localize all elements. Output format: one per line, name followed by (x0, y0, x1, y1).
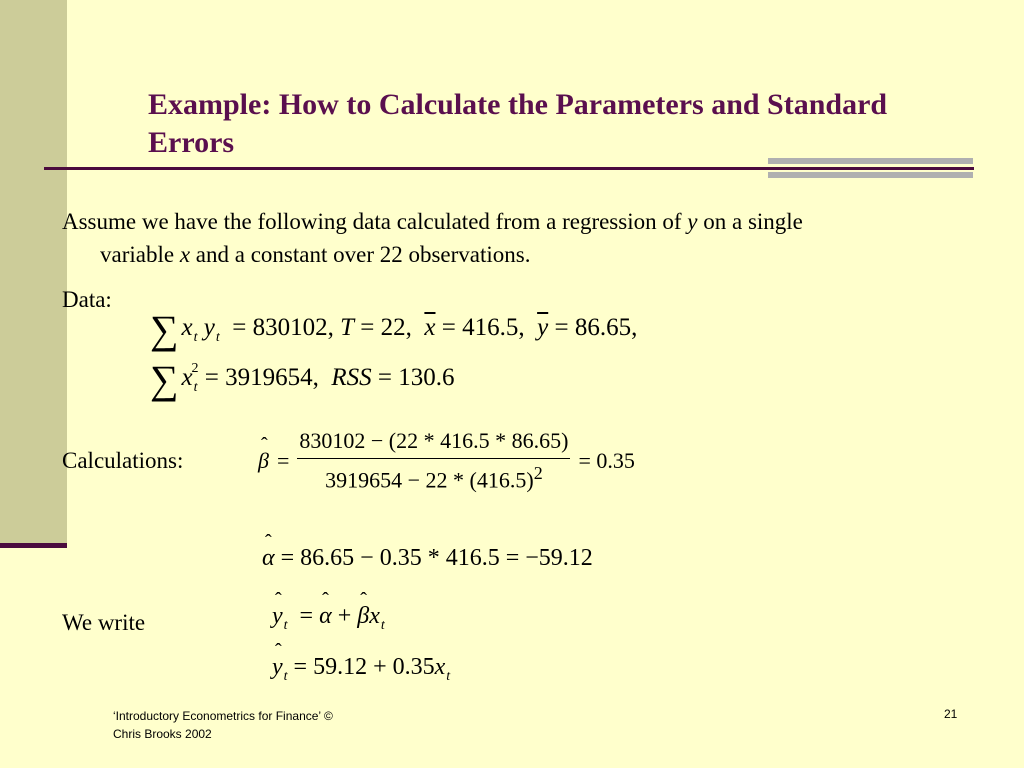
slide-title: Example: How to Calculate the Parameters and Standard Errors (148, 88, 888, 159)
intro-text: variable (100, 242, 180, 267)
sidebar-rule (0, 543, 67, 548)
sigma-symbol: ∑ (150, 357, 179, 402)
fitted-equation-general: ˆ $y_t$ = ˆ α + ˆ $\beta x_t$ (272, 603, 385, 634)
alpha-hat: ˆ α (262, 545, 275, 572)
ybar-value: 86.65 (574, 314, 632, 341)
t-value: 22 (380, 314, 406, 341)
var-y: y (687, 209, 698, 234)
xbar-value: 416.5 (462, 314, 519, 341)
calculations-label: Calculations: (62, 448, 184, 473)
var-x: x (179, 242, 191, 267)
beta-equation: ˆ β = $\frac{830102 - (22 * 416.5 * 86.65)}{3919654 - 22 * (416.5)^2}$ = 0.35 (258, 428, 635, 493)
intro-paragraph (62, 205, 992, 271)
sum-x2-value: 3919654 (225, 364, 313, 391)
beta-fraction: $\frac{830102 - (22 * 416.5 * 86.65)}{3919654 - 22 * (416.5)^2}$ (299, 428, 569, 493)
beta-hat: ˆ β (258, 448, 269, 474)
data-equation-1: ∑ $x_t$ $y_t = 830102$, T = 22, $\overline{x} = 416.5$, $\overline{y} = 86.65$, (150, 307, 638, 352)
beta-numerator: 830102 − (22 * 416.5 * 86.65) (299, 428, 569, 453)
title-accent-bar (768, 158, 973, 164)
fitted-equation-numeric: ˆ $y_t = 59.12 + 0.35x_t$ (272, 654, 450, 685)
alpha-equation: ˆ α = 86.65 − 0.35 * 416.5 = −59.12 (262, 545, 593, 572)
intro-text: Assume we have the following data calculated from a regression of (62, 209, 688, 234)
footer-source: ‘Introductory Econometrics for Finance’ © Chris Brooks 2002 (113, 709, 333, 741)
data-label: Data: (62, 287, 112, 312)
title-rule (44, 167, 974, 170)
decorative-sidebar (0, 0, 67, 543)
beta-denominator: 3919654 − 22 * (416.5) (325, 467, 534, 493)
fitted-numeric: 59.12 + 0.35 (313, 654, 435, 680)
data-equation-2: ∑ $x_t^2 = 3919654$, RSS = 130.6 (150, 357, 455, 402)
beta-result: 0.35 (596, 447, 635, 473)
alpha-expression: 86.65 − 0.35 * 416.5 = −59.12 (300, 545, 593, 571)
sum-xy-value: 830102 (252, 314, 328, 341)
sigma-symbol: ∑ (150, 307, 179, 352)
rss-value: 130.6 (398, 364, 455, 391)
title-accent-bar (768, 172, 973, 178)
we-write-label: We write (62, 610, 146, 635)
intro-text: on a single (697, 209, 803, 234)
page-number: 21 (944, 707, 958, 721)
intro-text: and a constant over 22 observations. (190, 242, 531, 267)
